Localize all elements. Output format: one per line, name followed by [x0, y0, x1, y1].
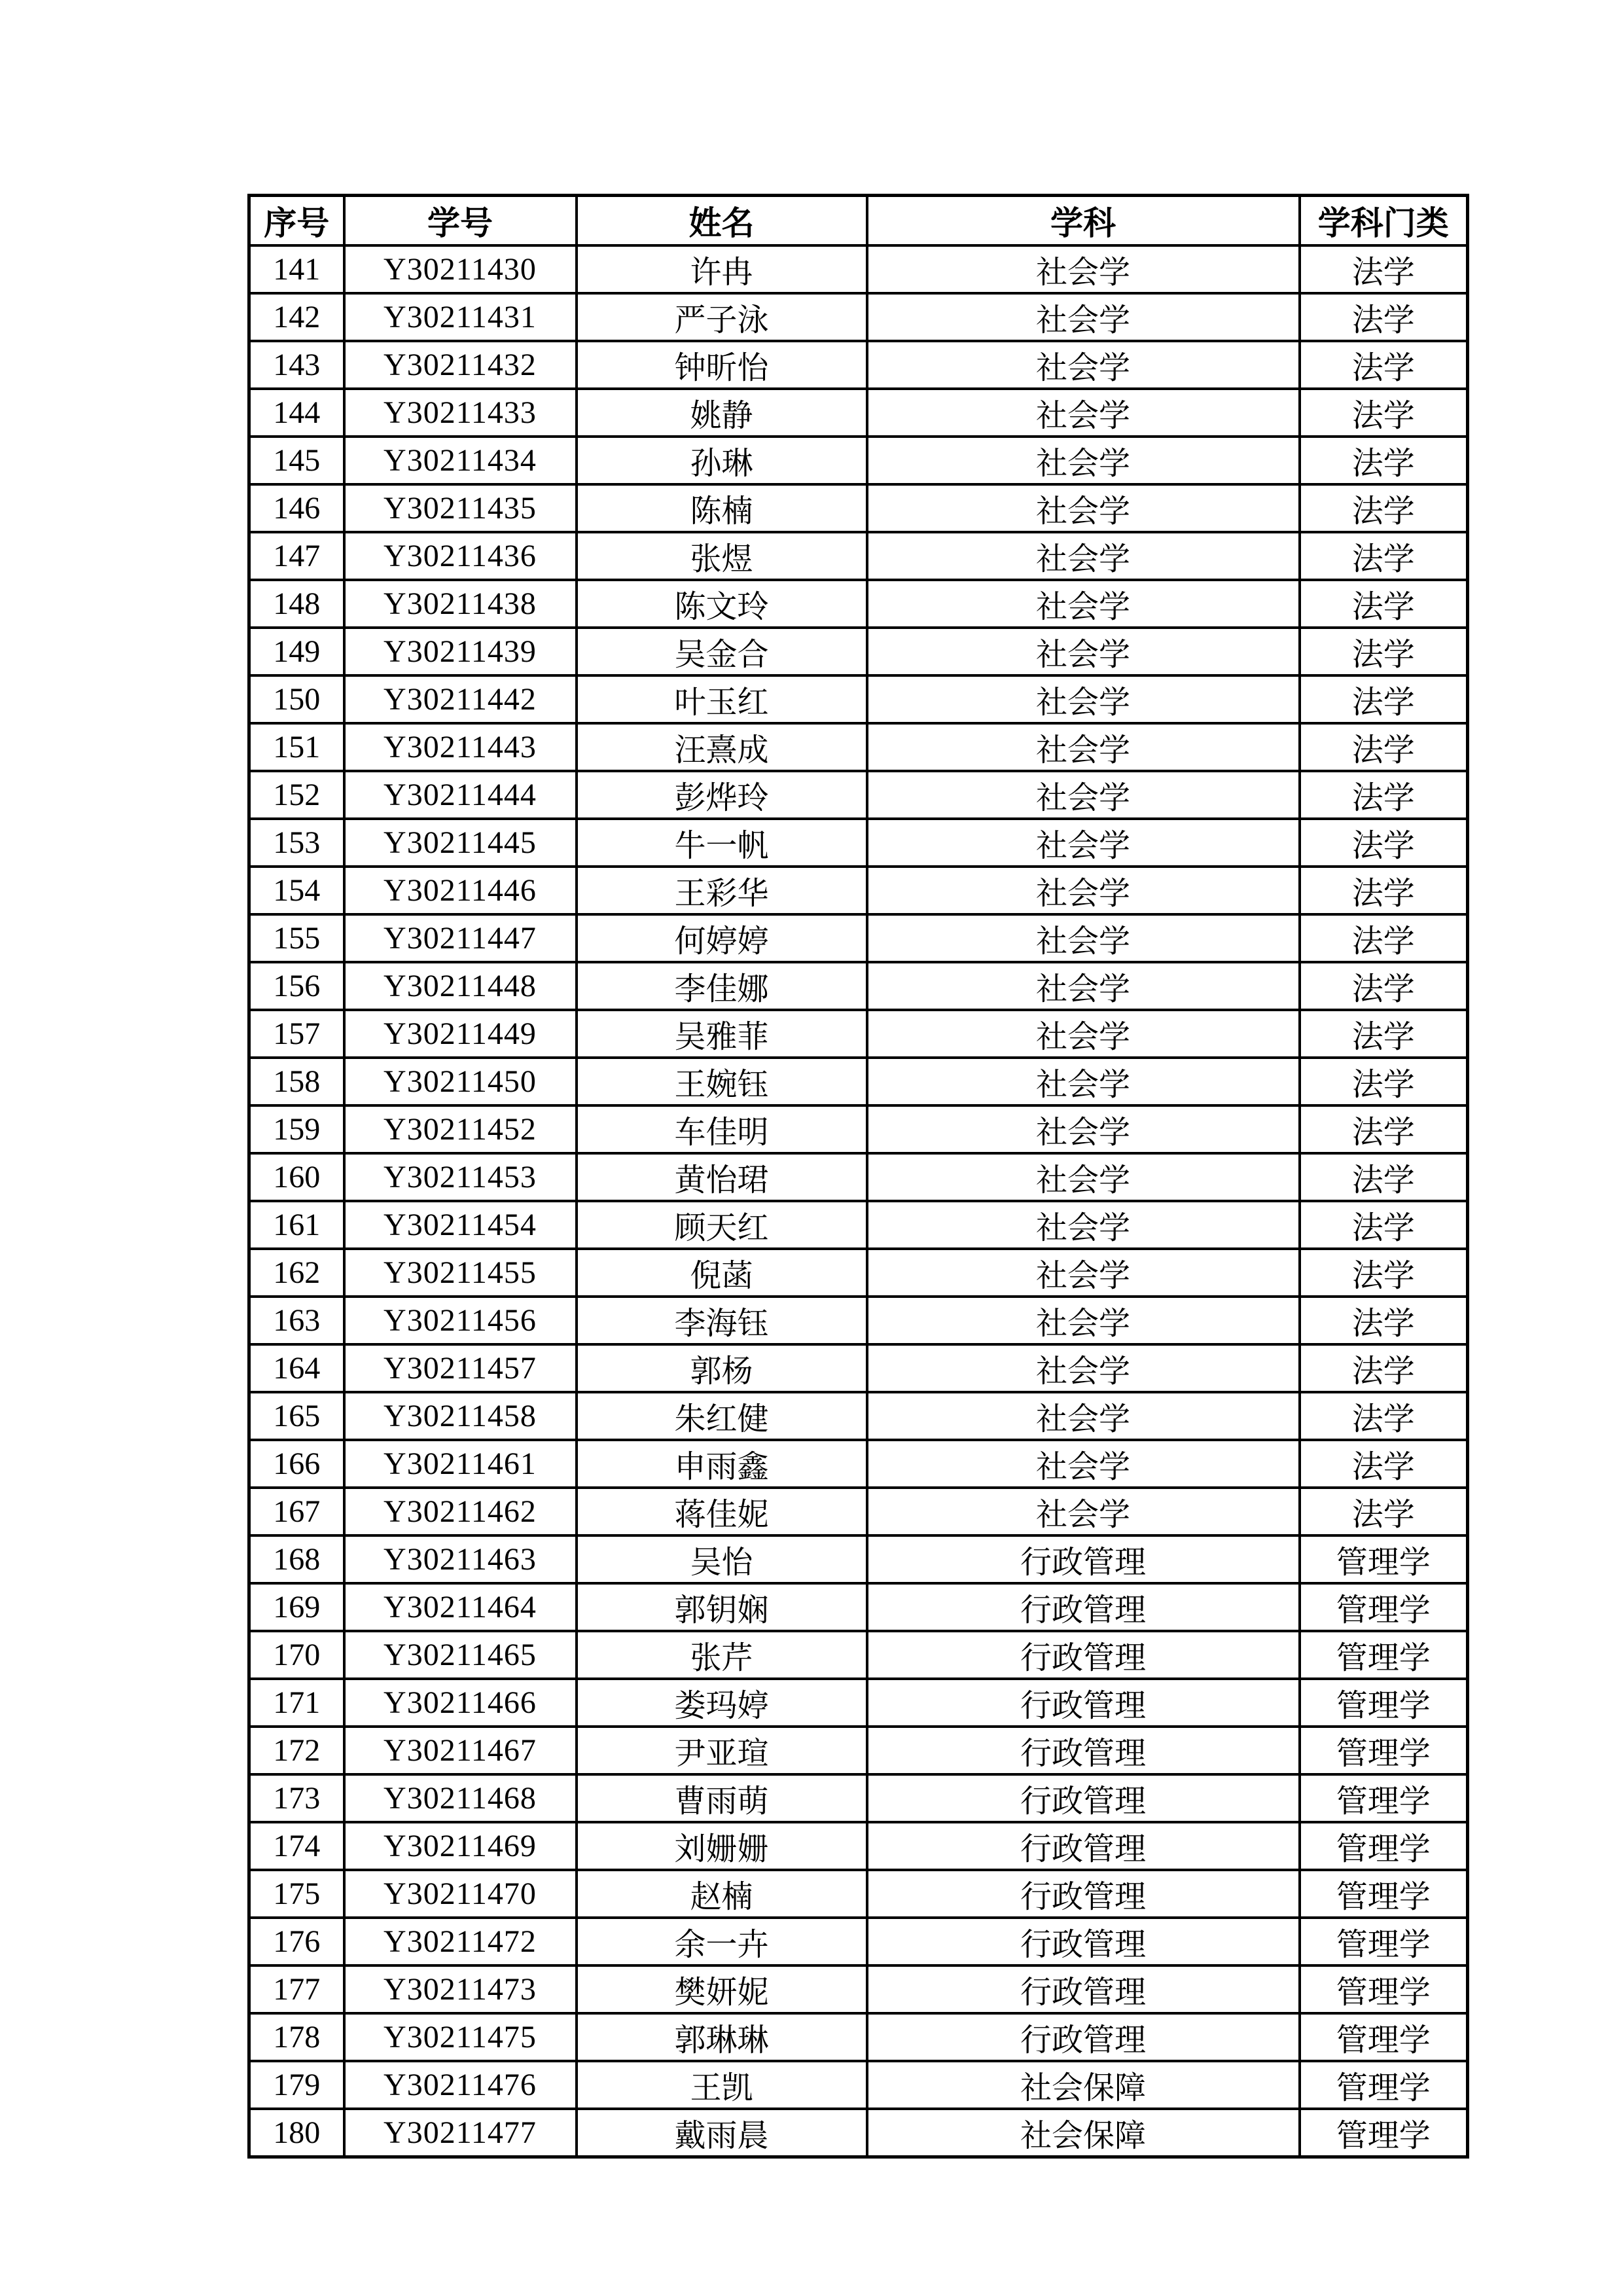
cell-discipline: 社会保障	[867, 2061, 1300, 2109]
table-row	[249, 1870, 1468, 1918]
cell-index: 170	[249, 1631, 344, 1679]
cell-name: 车佳明	[577, 1105, 867, 1153]
table-row	[249, 675, 1468, 723]
table-row	[249, 532, 1468, 580]
cell-discipline-class: 法学	[1300, 532, 1468, 580]
cell-student-id: Y30211473	[344, 1965, 577, 2013]
cell-student-id: Y30211447	[344, 914, 577, 962]
cell-name: 顾天红	[577, 1201, 867, 1249]
cell-index: 172	[249, 1727, 344, 1774]
cell-discipline-class: 法学	[1300, 867, 1468, 914]
cell-name: 王凯	[577, 2061, 867, 2109]
cell-discipline-class: 管理学	[1300, 1631, 1468, 1679]
cell-name: 孙琳	[577, 437, 867, 484]
cell-discipline: 社会学	[867, 437, 1300, 484]
cell-name: 娄玛婷	[577, 1679, 867, 1727]
table-row	[249, 1249, 1468, 1297]
table-row	[249, 771, 1468, 819]
cell-name: 汪熹成	[577, 723, 867, 771]
cell-discipline-class: 管理学	[1300, 1535, 1468, 1583]
cell-discipline: 社会学	[867, 1058, 1300, 1105]
table-row	[249, 1058, 1468, 1105]
col-header-name: 姓名	[577, 196, 867, 246]
cell-student-id: Y30211453	[344, 1153, 577, 1201]
table-row	[249, 580, 1468, 628]
cell-discipline-class: 管理学	[1300, 1727, 1468, 1774]
cell-discipline: 社会学	[867, 1010, 1300, 1058]
cell-index: 167	[249, 1488, 344, 1535]
table-row	[249, 1631, 1468, 1679]
cell-name: 刘姗姗	[577, 1822, 867, 1870]
cell-discipline-class: 法学	[1300, 245, 1468, 293]
cell-discipline: 社会学	[867, 1105, 1300, 1153]
cell-index: 156	[249, 962, 344, 1010]
cell-student-id: Y30211449	[344, 1010, 577, 1058]
cell-name: 戴雨晨	[577, 2109, 867, 2157]
cell-discipline-class: 法学	[1300, 914, 1468, 962]
cell-index: 150	[249, 675, 344, 723]
cell-discipline: 社会学	[867, 819, 1300, 867]
cell-student-id: Y30211467	[344, 1727, 577, 1774]
cell-index: 160	[249, 1153, 344, 1201]
cell-discipline: 行政管理	[867, 1918, 1300, 1965]
table-row	[249, 389, 1468, 437]
cell-name: 张芹	[577, 1631, 867, 1679]
cell-student-id: Y30211434	[344, 437, 577, 484]
table-row	[249, 962, 1468, 1010]
cell-discipline-class: 法学	[1300, 1392, 1468, 1440]
table-row	[249, 1201, 1468, 1249]
cell-name: 樊妍妮	[577, 1965, 867, 2013]
cell-discipline-class: 管理学	[1300, 1583, 1468, 1631]
cell-student-id: Y30211433	[344, 389, 577, 437]
cell-discipline: 社会学	[867, 1201, 1300, 1249]
cell-student-id: Y30211450	[344, 1058, 577, 1105]
cell-discipline: 社会学	[867, 293, 1300, 341]
cell-index: 162	[249, 1249, 344, 1297]
cell-student-id: Y30211476	[344, 2061, 577, 2109]
cell-name: 黄怡珺	[577, 1153, 867, 1201]
header-row	[249, 196, 1468, 246]
cell-student-id: Y30211444	[344, 771, 577, 819]
table-body	[249, 245, 1468, 2157]
cell-discipline-class: 法学	[1300, 628, 1468, 675]
cell-index: 171	[249, 1679, 344, 1727]
cell-index: 161	[249, 1201, 344, 1249]
cell-index: 143	[249, 341, 344, 389]
cell-discipline: 行政管理	[867, 1965, 1300, 2013]
cell-discipline-class: 法学	[1300, 484, 1468, 532]
cell-name: 张煜	[577, 532, 867, 580]
cell-index: 145	[249, 437, 344, 484]
cell-discipline: 社会学	[867, 1344, 1300, 1392]
cell-student-id: Y30211446	[344, 867, 577, 914]
cell-student-id: Y30211468	[344, 1774, 577, 1822]
cell-discipline: 社会学	[867, 867, 1300, 914]
table-row	[249, 1297, 1468, 1344]
cell-discipline: 社会学	[867, 532, 1300, 580]
cell-discipline-class: 法学	[1300, 1344, 1468, 1392]
cell-discipline: 社会学	[867, 1297, 1300, 1344]
table-row	[249, 1440, 1468, 1488]
cell-discipline: 社会学	[867, 723, 1300, 771]
table-row	[249, 1583, 1468, 1631]
cell-name: 许冉	[577, 245, 867, 293]
table-row	[249, 2061, 1468, 2109]
cell-name: 吴金合	[577, 628, 867, 675]
cell-discipline-class: 法学	[1300, 341, 1468, 389]
table-row	[249, 1535, 1468, 1583]
cell-discipline-class: 法学	[1300, 675, 1468, 723]
cell-student-id: Y30211472	[344, 1918, 577, 1965]
cell-discipline: 行政管理	[867, 1679, 1300, 1727]
cell-index: 152	[249, 771, 344, 819]
cell-discipline-class: 管理学	[1300, 1918, 1468, 1965]
cell-index: 176	[249, 1918, 344, 1965]
cell-discipline-class: 法学	[1300, 962, 1468, 1010]
cell-student-id: Y30211432	[344, 341, 577, 389]
cell-index: 154	[249, 867, 344, 914]
cell-student-id: Y30211448	[344, 962, 577, 1010]
cell-discipline-class: 管理学	[1300, 1679, 1468, 1727]
cell-name: 吴雅菲	[577, 1010, 867, 1058]
cell-discipline: 行政管理	[867, 1774, 1300, 1822]
cell-student-id: Y30211443	[344, 723, 577, 771]
cell-name: 牛一帆	[577, 819, 867, 867]
cell-index: 147	[249, 532, 344, 580]
cell-discipline-class: 法学	[1300, 1058, 1468, 1105]
cell-discipline: 行政管理	[867, 1535, 1300, 1583]
col-header-student-id: 学号	[344, 196, 577, 246]
cell-student-id: Y30211470	[344, 1870, 577, 1918]
student-table	[247, 194, 1469, 2159]
cell-discipline: 社会学	[867, 771, 1300, 819]
cell-discipline: 行政管理	[867, 1583, 1300, 1631]
cell-discipline: 行政管理	[867, 1727, 1300, 1774]
cell-discipline-class: 法学	[1300, 723, 1468, 771]
cell-discipline-class: 法学	[1300, 1010, 1468, 1058]
cell-index: 174	[249, 1822, 344, 1870]
cell-discipline-class: 法学	[1300, 1297, 1468, 1344]
cell-name: 郭杨	[577, 1344, 867, 1392]
cell-name: 余一卉	[577, 1918, 867, 1965]
cell-discipline-class: 法学	[1300, 819, 1468, 867]
cell-discipline: 社会学	[867, 628, 1300, 675]
cell-name: 尹亚瑄	[577, 1727, 867, 1774]
cell-discipline-class: 法学	[1300, 293, 1468, 341]
cell-discipline: 社会学	[867, 245, 1300, 293]
table-row	[249, 341, 1468, 389]
cell-discipline-class: 法学	[1300, 1488, 1468, 1535]
cell-name: 李佳娜	[577, 962, 867, 1010]
cell-discipline: 社会学	[867, 1153, 1300, 1201]
cell-name: 彭烨玲	[577, 771, 867, 819]
cell-name: 叶玉红	[577, 675, 867, 723]
cell-discipline-class: 法学	[1300, 580, 1468, 628]
cell-discipline: 行政管理	[867, 1822, 1300, 1870]
cell-discipline-class: 管理学	[1300, 1870, 1468, 1918]
cell-name: 吴怡	[577, 1535, 867, 1583]
cell-name: 钟昕怡	[577, 341, 867, 389]
table-row	[249, 245, 1468, 293]
cell-student-id: Y30211458	[344, 1392, 577, 1440]
table-row	[249, 628, 1468, 675]
col-header-index: 序号	[249, 196, 344, 246]
table-row	[249, 293, 1468, 341]
cell-discipline-class: 法学	[1300, 1105, 1468, 1153]
cell-discipline: 社会学	[867, 580, 1300, 628]
cell-student-id: Y30211430	[344, 245, 577, 293]
cell-discipline: 社会学	[867, 484, 1300, 532]
table-row	[249, 1918, 1468, 1965]
cell-index: 159	[249, 1105, 344, 1153]
cell-student-id: Y30211465	[344, 1631, 577, 1679]
cell-name: 何婷婷	[577, 914, 867, 962]
cell-name: 赵楠	[577, 1870, 867, 1918]
cell-index: 163	[249, 1297, 344, 1344]
cell-student-id: Y30211455	[344, 1249, 577, 1297]
cell-student-id: Y30211457	[344, 1344, 577, 1392]
cell-index: 169	[249, 1583, 344, 1631]
table-row	[249, 1727, 1468, 1774]
table-row	[249, 1105, 1468, 1153]
table-row	[249, 819, 1468, 867]
cell-discipline-class: 管理学	[1300, 2013, 1468, 2061]
cell-discipline-class: 法学	[1300, 1153, 1468, 1201]
table-row	[249, 437, 1468, 484]
cell-index: 151	[249, 723, 344, 771]
cell-discipline: 社会学	[867, 1392, 1300, 1440]
table-row	[249, 1774, 1468, 1822]
cell-student-id: Y30211438	[344, 580, 577, 628]
cell-index: 173	[249, 1774, 344, 1822]
cell-discipline: 社会学	[867, 1440, 1300, 1488]
table-row	[249, 1344, 1468, 1392]
cell-discipline: 社会学	[867, 914, 1300, 962]
cell-discipline-class: 管理学	[1300, 2061, 1468, 2109]
cell-index: 144	[249, 389, 344, 437]
cell-index: 141	[249, 245, 344, 293]
cell-discipline-class: 管理学	[1300, 2109, 1468, 2157]
table-header	[249, 196, 1468, 246]
cell-discipline: 社会学	[867, 1488, 1300, 1535]
cell-discipline-class: 法学	[1300, 1440, 1468, 1488]
cell-name: 郭钥娴	[577, 1583, 867, 1631]
col-header-discipline: 学科	[867, 196, 1300, 246]
cell-discipline: 社会学	[867, 389, 1300, 437]
table-row	[249, 2109, 1468, 2157]
cell-student-id: Y30211462	[344, 1488, 577, 1535]
table-row	[249, 484, 1468, 532]
cell-index: 175	[249, 1870, 344, 1918]
cell-index: 168	[249, 1535, 344, 1583]
cell-student-id: Y30211452	[344, 1105, 577, 1153]
col-header-discipline-class: 学科门类	[1300, 196, 1468, 246]
cell-name: 郭琳琳	[577, 2013, 867, 2061]
cell-student-id: Y30211431	[344, 293, 577, 341]
cell-name: 陈楠	[577, 484, 867, 532]
table-row	[249, 1010, 1468, 1058]
cell-name: 李海钰	[577, 1297, 867, 1344]
cell-index: 153	[249, 819, 344, 867]
cell-student-id: Y30211436	[344, 532, 577, 580]
cell-index: 157	[249, 1010, 344, 1058]
cell-discipline: 行政管理	[867, 2013, 1300, 2061]
cell-student-id: Y30211445	[344, 819, 577, 867]
cell-student-id: Y30211463	[344, 1535, 577, 1583]
cell-discipline-class: 法学	[1300, 1249, 1468, 1297]
table-row	[249, 1392, 1468, 1440]
cell-name: 倪菡	[577, 1249, 867, 1297]
cell-student-id: Y30211442	[344, 675, 577, 723]
cell-discipline: 社会学	[867, 1249, 1300, 1297]
cell-name: 蒋佳妮	[577, 1488, 867, 1535]
cell-student-id: Y30211466	[344, 1679, 577, 1727]
cell-index: 164	[249, 1344, 344, 1392]
table-row	[249, 1965, 1468, 2013]
cell-student-id: Y30211435	[344, 484, 577, 532]
cell-index: 148	[249, 580, 344, 628]
cell-discipline-class: 管理学	[1300, 1774, 1468, 1822]
cell-index: 177	[249, 1965, 344, 2013]
cell-index: 165	[249, 1392, 344, 1440]
cell-index: 155	[249, 914, 344, 962]
cell-discipline: 行政管理	[867, 1870, 1300, 1918]
cell-index: 178	[249, 2013, 344, 2061]
cell-discipline-class: 管理学	[1300, 1822, 1468, 1870]
cell-index: 166	[249, 1440, 344, 1488]
cell-index: 149	[249, 628, 344, 675]
cell-name: 朱红健	[577, 1392, 867, 1440]
cell-discipline-class: 法学	[1300, 389, 1468, 437]
cell-discipline: 社会学	[867, 341, 1300, 389]
cell-student-id: Y30211469	[344, 1822, 577, 1870]
table-row	[249, 1153, 1468, 1201]
cell-discipline-class: 管理学	[1300, 1965, 1468, 2013]
cell-name: 王婉钰	[577, 1058, 867, 1105]
cell-student-id: Y30211477	[344, 2109, 577, 2157]
cell-student-id: Y30211464	[344, 1583, 577, 1631]
table-row	[249, 914, 1468, 962]
cell-student-id: Y30211475	[344, 2013, 577, 2061]
cell-discipline-class: 法学	[1300, 771, 1468, 819]
table-row	[249, 1822, 1468, 1870]
table-row	[249, 1679, 1468, 1727]
cell-name: 曹雨萌	[577, 1774, 867, 1822]
cell-index: 158	[249, 1058, 344, 1105]
cell-discipline: 行政管理	[867, 1631, 1300, 1679]
cell-index: 180	[249, 2109, 344, 2157]
cell-discipline: 社会学	[867, 962, 1300, 1010]
cell-student-id: Y30211454	[344, 1201, 577, 1249]
cell-name: 严子泳	[577, 293, 867, 341]
cell-index: 142	[249, 293, 344, 341]
table-row	[249, 1488, 1468, 1535]
cell-name: 申雨鑫	[577, 1440, 867, 1488]
cell-discipline: 社会保障	[867, 2109, 1300, 2157]
cell-student-id: Y30211461	[344, 1440, 577, 1488]
cell-student-id: Y30211456	[344, 1297, 577, 1344]
cell-student-id: Y30211439	[344, 628, 577, 675]
cell-index: 179	[249, 2061, 344, 2109]
cell-name: 陈文玲	[577, 580, 867, 628]
cell-name: 王彩华	[577, 867, 867, 914]
cell-discipline: 社会学	[867, 675, 1300, 723]
cell-discipline-class: 法学	[1300, 437, 1468, 484]
table-row	[249, 2013, 1468, 2061]
cell-index: 146	[249, 484, 344, 532]
cell-discipline-class: 法学	[1300, 1201, 1468, 1249]
cell-name: 姚静	[577, 389, 867, 437]
table-row	[249, 723, 1468, 771]
table-row	[249, 867, 1468, 914]
